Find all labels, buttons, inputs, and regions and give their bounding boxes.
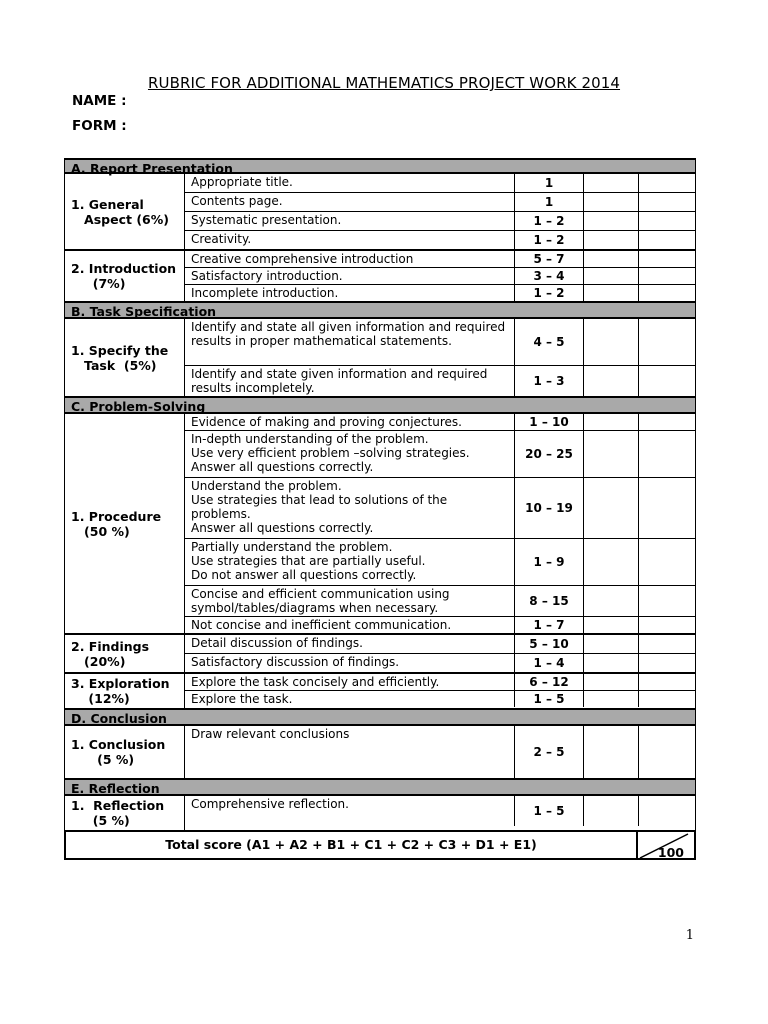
item-score: 1 – 2 (515, 212, 584, 230)
score-entry-cell[interactable] (584, 617, 639, 633)
item-description: Incomplete introduction. (185, 285, 515, 301)
item-score: 1 – 9 (515, 539, 584, 585)
item-score: 1 – 2 (515, 285, 584, 301)
score-entry-cell[interactable] (584, 193, 639, 211)
total-entry-cell[interactable] (639, 285, 695, 301)
rubric-item (185, 319, 695, 366)
item-score: 1 (515, 193, 584, 211)
section-header: B. Task Specification (64, 303, 696, 319)
item-description: Appropriate title. (185, 174, 515, 192)
criteria-items (185, 796, 695, 830)
criteria-items (185, 414, 695, 633)
rubric-item (185, 654, 695, 672)
rubric-item (185, 268, 695, 285)
score-entry-cell[interactable] (584, 174, 639, 192)
rubric-item (185, 231, 695, 249)
item-description: Identify and state all given information and required results in proper mathematical statements. (185, 319, 515, 365)
rubric-item (185, 414, 695, 431)
score-entry-cell[interactable] (584, 414, 639, 430)
total-row (64, 832, 696, 860)
rubric-item (185, 539, 695, 586)
score-entry-cell[interactable] (584, 212, 639, 230)
criteria-label: 1. General Aspect (6%) (65, 174, 185, 249)
total-entry-cell[interactable] (639, 726, 695, 778)
rubric-item (185, 285, 695, 301)
name-label: NAME : (72, 93, 127, 109)
total-max: 100 (657, 845, 684, 860)
score-entry-cell[interactable] (584, 796, 639, 826)
item-description: In-depth understanding of the problem. Use very efficient problem –solving strategies. Answer all questions correctly. (185, 431, 515, 477)
item-description: Explore the task. (185, 691, 515, 707)
item-description: Partially understand the problem. Use strategies that are partially useful. Do not answer all questions correctly. (185, 539, 515, 585)
rubric-item (185, 193, 695, 212)
rubric-item (185, 617, 695, 633)
criteria-items (185, 174, 695, 249)
rubric-table (64, 158, 696, 860)
section-header: D. Conclusion (64, 710, 696, 726)
rubric-item (185, 174, 695, 193)
page-title: RUBRIC FOR ADDITIONAL MATHEMATICS PROJECT WORK 2014 (147, 74, 621, 92)
criteria-items (185, 674, 695, 708)
criteria-items (185, 319, 695, 396)
total-entry-cell[interactable] (639, 691, 695, 707)
score-entry-cell[interactable] (584, 251, 639, 267)
total-entry-cell[interactable] (639, 414, 695, 430)
item-score: 20 – 25 (515, 431, 584, 477)
item-description: Systematic presentation. (185, 212, 515, 230)
total-entry-cell[interactable] (639, 231, 695, 249)
score-entry-cell[interactable] (584, 586, 639, 616)
criteria-label: 1. Specify the Task (5%) (65, 319, 185, 396)
criteria-group (64, 726, 696, 780)
item-score: 6 – 12 (515, 674, 584, 690)
item-score: 1 (515, 174, 584, 192)
item-description: Satisfactory discussion of findings. (185, 654, 515, 672)
item-description: Creativity. (185, 231, 515, 249)
rubric-item (185, 691, 695, 707)
total-entry-cell[interactable] (639, 251, 695, 267)
item-description: Concise and efficient communication using symbol/tables/diagrams when necessary. (185, 586, 515, 616)
score-entry-cell[interactable] (584, 674, 639, 690)
score-entry-cell[interactable] (584, 478, 639, 538)
criteria-group (64, 174, 696, 251)
criteria-label: 1. Procedure (50 %) (65, 414, 185, 633)
rubric-item (185, 726, 695, 778)
criteria-group (64, 251, 696, 303)
item-score: 5 – 7 (515, 251, 584, 267)
score-entry-cell[interactable] (584, 366, 639, 396)
score-entry-cell[interactable] (584, 539, 639, 585)
item-score: 5 – 10 (515, 635, 584, 653)
section-header: C. Problem-Solving (64, 398, 696, 414)
score-entry-cell[interactable] (584, 431, 639, 477)
criteria-items (185, 726, 695, 778)
criteria-label: 2. Findings (20%) (65, 635, 185, 672)
criteria-label: 1. Reflection (5 %) (65, 796, 185, 830)
total-entry-cell[interactable] (639, 674, 695, 690)
score-entry-cell[interactable] (584, 635, 639, 653)
total-entry-cell[interactable] (639, 431, 695, 477)
item-description: Identify and state given information and required results incompletely. (185, 366, 515, 396)
score-entry-cell[interactable] (584, 231, 639, 249)
total-entry-cell[interactable] (639, 635, 695, 653)
item-score: 1 – 5 (515, 691, 584, 707)
item-score: 4 – 5 (515, 319, 584, 365)
item-score: 1 – 7 (515, 617, 584, 633)
item-score: 1 – 2 (515, 231, 584, 249)
section-header: E. Reflection (64, 780, 696, 796)
rubric-item (185, 586, 695, 617)
total-entry-cell[interactable] (639, 478, 695, 538)
item-score: 8 – 15 (515, 586, 584, 616)
score-entry-cell[interactable] (584, 654, 639, 672)
item-score: 1 – 5 (515, 796, 584, 826)
total-entry-cell[interactable] (639, 617, 695, 633)
item-description: Explore the task concisely and efficiently. (185, 674, 515, 690)
item-description: Satisfactory introduction. (185, 268, 515, 284)
rubric-item (185, 366, 695, 396)
score-entry-cell[interactable] (584, 285, 639, 301)
rubric-item (185, 251, 695, 268)
total-entry-cell[interactable] (639, 212, 695, 230)
criteria-group (64, 635, 696, 674)
item-score: 3 – 4 (515, 268, 584, 284)
total-entry-cell[interactable] (639, 796, 695, 826)
item-description: Detail discussion of findings. (185, 635, 515, 653)
total-score-box[interactable] (638, 832, 694, 858)
total-entry-cell[interactable] (639, 539, 695, 585)
page-number: 1 (685, 928, 694, 943)
item-score: 10 – 19 (515, 478, 584, 538)
total-entry-cell[interactable] (639, 586, 695, 616)
form-label: FORM : (72, 118, 127, 134)
rubric-item (185, 431, 695, 478)
total-entry-cell[interactable] (639, 193, 695, 211)
criteria-group (64, 674, 696, 710)
rubric-item (185, 212, 695, 231)
criteria-group (64, 414, 696, 635)
rubric-item (185, 478, 695, 539)
total-entry-cell[interactable] (639, 654, 695, 672)
criteria-group (64, 796, 696, 832)
total-label: Total score (A1 + A2 + B1 + C1 + C2 + C3 + D1 + E1) (66, 832, 638, 858)
item-description: Evidence of making and proving conjectures. (185, 414, 515, 430)
total-entry-cell[interactable] (639, 366, 695, 396)
criteria-label: 3. Exploration (12%) (65, 674, 185, 708)
score-entry-cell[interactable] (584, 268, 639, 284)
item-description: Understand the problem. Use strategies that lead to solutions of the problems. Answer all questions correctly. (185, 478, 515, 538)
item-score: 1 – 3 (515, 366, 584, 396)
item-score: 1 – 10 (515, 414, 584, 430)
total-entry-cell[interactable] (639, 174, 695, 192)
item-description: Not concise and inefficient communication. (185, 617, 515, 633)
item-description: Creative comprehensive introduction (185, 251, 515, 267)
criteria-items (185, 635, 695, 672)
score-entry-cell[interactable] (584, 319, 639, 365)
criteria-label: 2. Introduction (7%) (65, 251, 185, 301)
rubric-item (185, 635, 695, 654)
section-header: A. Report Presentation (64, 158, 696, 174)
score-entry-cell[interactable] (584, 691, 639, 707)
rubric-item (185, 796, 695, 826)
score-entry-cell[interactable] (584, 726, 639, 778)
criteria-items (185, 251, 695, 301)
criteria-group (64, 319, 696, 398)
item-description: Contents page. (185, 193, 515, 211)
total-entry-cell[interactable] (639, 319, 695, 365)
item-score: 1 – 4 (515, 654, 584, 672)
criteria-label: 1. Conclusion (5 %) (65, 726, 185, 778)
item-description: Draw relevant conclusions (185, 726, 515, 778)
item-score: 2 – 5 (515, 726, 584, 778)
rubric-item (185, 674, 695, 691)
total-entry-cell[interactable] (639, 268, 695, 284)
item-description: Comprehensive reflection. (185, 796, 515, 826)
